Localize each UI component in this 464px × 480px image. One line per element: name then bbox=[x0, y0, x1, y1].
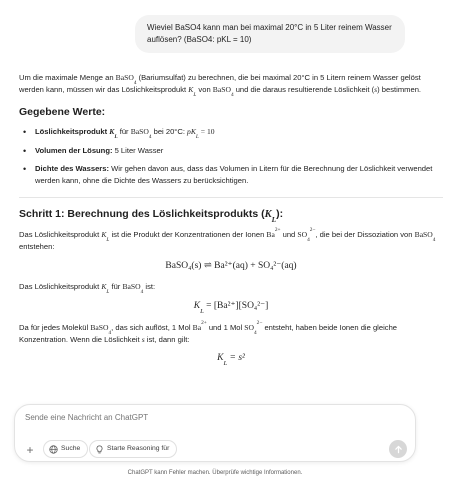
assistant-answer bbox=[19, 72, 443, 374]
search-button[interactable] bbox=[43, 440, 88, 458]
equation-ksp-s2: $K_L = s^2$ bbox=[217, 353, 245, 367]
equation-dissociation: BaSO₄(s) ⇌ Ba²⁺(aq) + SO₄²⁻(aq) bbox=[165, 260, 297, 271]
globe-icon bbox=[49, 445, 58, 454]
lightbulb-icon bbox=[95, 445, 104, 454]
step2-paragraph: Da für jedes Molekül BaSO$_4$, das sich auflöst, 1 Mol $Ba^{2+}$ und 1 Mol $SO_4^{2-}$ entsteht, haben beide Ionen die gleiche Konzentration. Wenn die Löslichkeit s ist, dann gilt: bbox=[19, 319, 398, 344]
equation-ksp-product: $K_L = [Ba^{2+}][SO_4^{2-}]$ bbox=[193, 301, 269, 315]
list-item: • Dichte des Wassers: Wir gehen davon aus, dass das Volumen in Litern für die Berechnung der Löslichkeit verwendet werden kann, ohne die Dichte des Wassers zu berücksichtigen. bbox=[19, 163, 443, 187]
disclaimer-footer: ChatGPT kann Fehler machen. Überprüfe wichtige Informationen. bbox=[127, 470, 303, 476]
answer-intro: Um die maximale Menge an BaSO$_4$ (Bariumsulfat) zu berechnen, die bei maximal 20°C in 5 Litern reinem Wasser gelöst werden kann, müssen wir das Löslichkeitsprodukt $K_L$ von BaSO$_4$ und die daraus resultierende Löslichkeit (s) bestimmen. bbox=[19, 73, 422, 98]
given-values-list bbox=[19, 126, 443, 187]
message-composer bbox=[14, 404, 416, 462]
attach-plus-button[interactable] bbox=[23, 443, 37, 457]
search-button-label: Suche bbox=[61, 444, 81, 452]
section-given-values-title: Gegebene Werte: bbox=[19, 105, 106, 118]
arrow-up-icon bbox=[394, 445, 403, 454]
send-button[interactable] bbox=[389, 440, 407, 458]
list-item: • Löslichkeitsprodukt $K_L$ für BaSO$_4$ bei 20°C: $pK_L = 10$ bbox=[19, 126, 443, 138]
reasoning-button[interactable] bbox=[89, 440, 177, 458]
list-item: • Volumen der Lösung: 5 Liter Wasser bbox=[19, 145, 443, 157]
user-message-bubble bbox=[135, 15, 405, 53]
message-input[interactable] bbox=[25, 413, 395, 422]
section-step1-title: Schritt 1: Berechnung des Löslichkeitsprodukts $(K_L)$: bbox=[19, 207, 284, 224]
step1-paragraph: Das Löslichkeitsprodukt $K_L$ ist die Produkt der Konzentrationen der Ionen $Ba^{2+}$ und $SO_4^{2-}$, die bei der Dissoziation von BaSO$_4$ entstehen: bbox=[19, 226, 436, 251]
reasoning-button-label: Starte Reasoning für bbox=[107, 444, 170, 452]
plus-icon: + bbox=[26, 443, 34, 457]
step1-ksp-paragraph: Das Löslichkeitsprodukt $K_L$ für BaSO$_4$ ist: bbox=[19, 282, 156, 296]
user-message-text: Wieviel BaSO4 kann man bei maximal 20°C in 5 Liter reinem Wasser auflösen? (BaSO4: pKL = 10) bbox=[147, 23, 392, 44]
section-divider bbox=[19, 197, 443, 198]
